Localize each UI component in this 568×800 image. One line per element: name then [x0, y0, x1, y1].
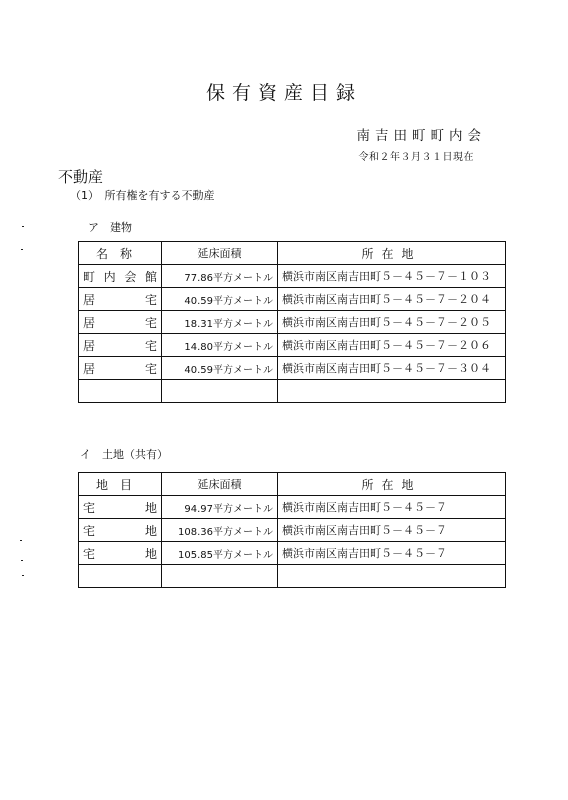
header-floor-area: 延床面積 — [162, 473, 278, 496]
organization-name: 南吉田町町内会 — [356, 128, 486, 144]
land-table — [78, 472, 506, 588]
cell-land-category: 宅地 — [79, 519, 162, 542]
table-row — [79, 357, 506, 380]
cell-floor-area — [162, 565, 278, 588]
table-row — [79, 519, 506, 542]
cell-land-category — [79, 565, 162, 588]
table-row — [79, 334, 506, 357]
scan-speck — [21, 560, 23, 561]
cell-location — [278, 565, 506, 588]
cell-location: 横浜市南区南吉田町５－４５－７－３０４ — [278, 357, 506, 380]
cell-floor-area: 94.97平方メートル — [162, 496, 278, 519]
cell-location: 横浜市南区南吉田町５－４５－７ — [278, 519, 506, 542]
cell-name: 居宅 — [79, 288, 162, 311]
cell-land-category: 宅地 — [79, 496, 162, 519]
cell-location: 横浜市南区南吉田町５－４５－７－２０６ — [278, 334, 506, 357]
cell-location: 横浜市南区南吉田町５－４５－７ — [278, 542, 506, 565]
cell-location — [278, 380, 506, 403]
cell-floor-area: 40.59平方メートル — [162, 357, 278, 380]
scan-speck — [22, 226, 24, 227]
cell-floor-area: 40.59平方メートル — [162, 288, 278, 311]
cell-name: 居宅 — [79, 357, 162, 380]
table-header-row — [79, 242, 506, 265]
cell-floor-area: 18.31平方メートル — [162, 311, 278, 334]
subsection-heading: （1） 所有権を有する不動産 — [70, 189, 215, 202]
header-land-category: 地目 — [79, 473, 162, 496]
table-row — [79, 265, 506, 288]
cell-floor-area — [162, 380, 278, 403]
cell-location: 横浜市南区南吉田町５－４５－７－２０５ — [278, 311, 506, 334]
document-title: 保有資産目録 — [205, 82, 362, 104]
table-header-row — [79, 473, 506, 496]
table-row-empty — [79, 565, 506, 588]
scan-speck — [22, 575, 24, 576]
cell-name: 居宅 — [79, 334, 162, 357]
header-location: 所在地 — [278, 473, 506, 496]
cell-floor-area: 14.80平方メートル — [162, 334, 278, 357]
cell-location: 横浜市南区南吉田町５－４５－７ — [278, 496, 506, 519]
cell-location: 横浜市南区南吉田町５－４５－７－１０３ — [278, 265, 506, 288]
cell-floor-area: 108.36平方メートル — [162, 519, 278, 542]
cell-floor-area: 105.85平方メートル — [162, 542, 278, 565]
land-heading: イ 土地（共有） — [80, 448, 168, 461]
table-row — [79, 288, 506, 311]
scan-speck — [21, 249, 23, 250]
cell-name — [79, 380, 162, 403]
section-heading: 不動産 — [58, 168, 104, 186]
buildings-table — [78, 241, 506, 403]
buildings-heading: ア 建物 — [88, 221, 132, 234]
cell-name: 居宅 — [79, 311, 162, 334]
table-row-empty — [79, 380, 506, 403]
cell-location: 横浜市南区南吉田町５－４５－７－２０４ — [278, 288, 506, 311]
cell-land-category: 宅地 — [79, 542, 162, 565]
cell-floor-area: 77.86平方メートル — [162, 265, 278, 288]
table-row — [79, 542, 506, 565]
header-name: 名称 — [79, 242, 162, 265]
header-floor-area: 延床面積 — [162, 242, 278, 265]
table-row — [79, 496, 506, 519]
table-row — [79, 311, 506, 334]
header-location: 所在地 — [278, 242, 506, 265]
cell-name: 町内会館 — [79, 265, 162, 288]
as-of-date: 令和２年３月３１日現在 — [358, 152, 474, 163]
scan-speck — [20, 540, 22, 541]
